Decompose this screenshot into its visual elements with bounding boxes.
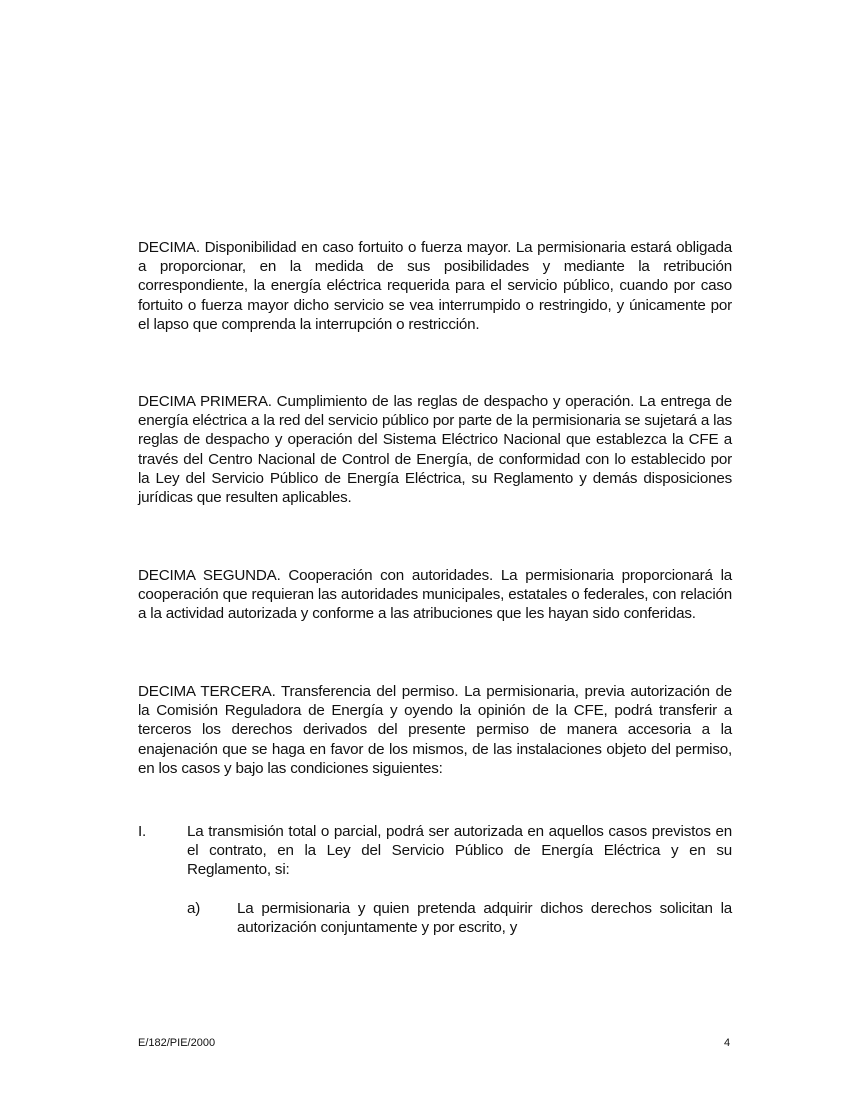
clause-heading: DECIMA TERCERA. Transferencia del permiso. <box>138 683 459 700</box>
list-marker: I. <box>138 823 147 840</box>
clause-heading: DECIMA. Disponibilidad en caso fortuito o fuerza mayor. <box>138 239 512 256</box>
clause-decima-primera <box>138 392 732 507</box>
list-text: La transmisión total o parcial, podrá ser autorizada en aquellos casos previstos en el contrato, en la Ley del Servicio Público de Energía Eléctrica y en su Reglamento, si: <box>187 823 732 879</box>
clause-body: La permisionaria proporcionará la cooperación que requieran las autoridades municipales, estatales o federales, con relación a la actividad autorizada y conforme a las atribuciones que les hayan sido conferidas. <box>138 567 732 623</box>
clause-decima <box>138 238 732 334</box>
clause-body: La entrega de energía eléctrica a la red del servicio público por parte de la permisionaria se sujetará a las reglas de despacho y operación del Sistema Eléctrico Nacional que establezca la CFE a través del Centro Nacional de Control de Energía, de conformidad con lo establecido por la Ley del Servicio Público de Energía Eléctrica, su Reglamento y demás disposiciones jurídicas que resulten aplicables. <box>138 393 732 507</box>
footer-document-id: E/182/PIE/2000 <box>138 1037 216 1049</box>
footer-page-number: 4 <box>724 1037 731 1049</box>
clause-heading: DECIMA SEGUNDA. Cooperación con autoridades. <box>138 567 494 584</box>
list-item-a <box>187 899 732 939</box>
list-text: La permisionaria y quien pretenda adquirir dichos derechos solicitan la autorización conjuntamente y por escrito, y <box>237 900 732 937</box>
clause-decima-segunda <box>138 566 732 624</box>
clause-body: La permisionaria, previa autorización de la Comisión Reguladora de Energía y oyendo la opinión de la CFE, podrá transferir a terceros los derechos derivados del presente permiso de manera accesoria a la enajenación que se haga en favor de los mismos, de las instalaciones objeto del permiso, en los casos y bajo las condiciones siguientes: <box>138 683 732 777</box>
clause-heading: DECIMA PRIMERA. Cumplimiento de las reglas de despacho y operación. <box>138 393 635 410</box>
clause-body: La permisionaria estará obligada a proporcionar, en la medida de sus posibilidades y mediante la retribución correspondiente, la energía eléctrica requerida para el servicio público, cuando por caso fortuito o fuerza mayor dicho servicio se vea interrumpido o restringido, y únicamente por el lapso que comprenda la interrupción o restricción. <box>138 239 732 333</box>
list-marker: a) <box>187 900 201 917</box>
list-item-i <box>138 822 732 882</box>
clause-decima-tercera <box>138 682 732 778</box>
